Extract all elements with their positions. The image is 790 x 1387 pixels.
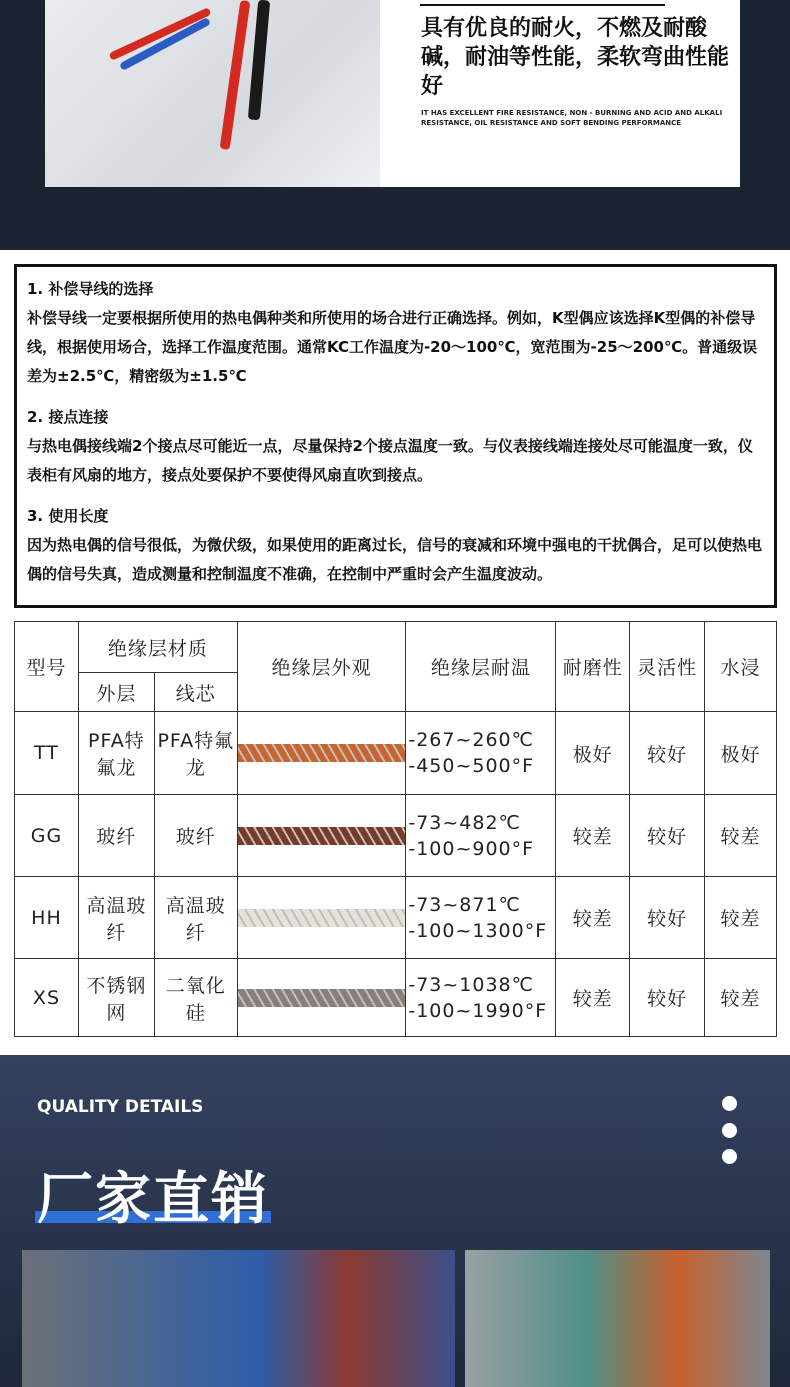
header-model: 型号 — [15, 622, 79, 712]
outer-cell: 玻纤 — [78, 795, 154, 877]
quality-section — [0, 1055, 790, 1387]
water-cell: 极好 — [705, 712, 777, 795]
table-row — [15, 795, 777, 877]
appearance-cell — [237, 712, 406, 795]
temp-fahrenheit: -100~900°F — [408, 837, 535, 860]
appearance-cell — [237, 877, 406, 959]
note-heading: 2. 接点连接 — [27, 408, 109, 426]
abrasion-cell: 较差 — [556, 959, 630, 1037]
quality-title: 厂家直销 — [37, 1167, 269, 1232]
header-core: 线芯 — [154, 673, 237, 712]
core-cell: 高温玻纤 — [154, 877, 237, 959]
header-flex: 灵活性 — [630, 622, 705, 712]
cable-sample — [238, 827, 406, 845]
core-cell: 二氧化硅 — [154, 959, 237, 1037]
abrasion-cell: 较差 — [556, 877, 630, 959]
model-cell: HH — [15, 877, 79, 959]
model-cell: XS — [15, 959, 79, 1037]
table-row — [15, 959, 777, 1037]
product-feature-section — [0, 0, 790, 250]
table-row — [15, 712, 777, 795]
temp-cell — [406, 877, 556, 959]
temp-fahrenheit: -100~1990°F — [408, 999, 548, 1022]
core-cell: PFA特氟龙 — [154, 712, 237, 795]
temp-celsius: -267~260℃ — [408, 729, 534, 751]
dot-icon — [722, 1096, 737, 1111]
core-cell: 玻纤 — [154, 795, 237, 877]
model-cell: TT — [15, 712, 79, 795]
outer-cell: 高温玻纤 — [78, 877, 154, 959]
temp-celsius: -73~871℃ — [408, 893, 521, 916]
header-temp: 绝缘层耐温 — [406, 622, 556, 712]
header-appearance: 绝缘层外观 — [237, 622, 406, 712]
temp-cell — [406, 959, 556, 1037]
model-cell: GG — [15, 795, 79, 877]
factory-photo — [22, 1250, 455, 1387]
abrasion-cell: 极好 — [556, 712, 630, 795]
flex-cell: 较好 — [630, 877, 705, 959]
note-body: 补偿导线一定要根据所使用的热电偶种类和所使用的场合进行正确选择。例如，K型偶应该选择K型偶的补偿导线，根据使用场合，选择工作温度范围。通常KC工作温度为-20～100℃，宽范围为-25～200℃。普通级误差为±2.5℃，精密级为±1.5℃ — [27, 309, 758, 385]
note-body: 因为热电偶的信号很低，为微伏级，如果使用的距离过长，信号的衰减和环境中强电的干扰偶合，足可以使热电偶的信号失真，造成测量和控制温度不准确，在控制中严重时会产生温度波动。 — [27, 536, 763, 583]
note-heading: 1. 补偿导线的选择 — [27, 280, 154, 298]
appearance-cell — [237, 795, 406, 877]
divider — [420, 4, 665, 6]
cable-sample — [238, 909, 406, 927]
temp-cell — [406, 795, 556, 877]
water-cell: 较差 — [705, 795, 777, 877]
factory-photo — [465, 1250, 770, 1387]
dot-icon — [722, 1149, 737, 1164]
temp-cell — [406, 712, 556, 795]
outer-cell: 不锈钢网 — [78, 959, 154, 1037]
cable-sample — [238, 744, 406, 762]
feature-subtitle: IT HAS EXCELLENT FIRE RESISTANCE, NON - BURNING AND ACID AND ALKALI RESISTANCE, OIL RESISTANCE AND SOFT BENDING PERFORMANCE — [421, 109, 723, 127]
water-cell: 较差 — [705, 959, 777, 1037]
abrasion-cell: 较差 — [556, 795, 630, 877]
note-body: 与热电偶接线端2个接点尽可能近一点，尽量保持2个接点温度一致。与仪表接线端连接处尽可能温度一致，仪表柜有风扇的地方，接点处要保护不要使得风扇直吹到接点。 — [27, 437, 753, 484]
temp-fahrenheit: -450~500°F — [408, 755, 535, 777]
note-heading: 3. 使用长度 — [27, 507, 109, 525]
table-row — [15, 877, 777, 959]
selection-notes — [14, 264, 777, 608]
feature-card — [45, 0, 740, 187]
flex-cell: 较好 — [630, 712, 705, 795]
quality-label: QUALITY DETAILS — [37, 1097, 204, 1117]
header-outer: 外层 — [78, 673, 154, 712]
feature-title: 具有优良的耐火，不燃及耐酸碱，耐油等性能，柔软弯曲性能好 — [421, 16, 730, 99]
temp-celsius: -73~1038℃ — [408, 973, 534, 996]
header-abrasion: 耐磨性 — [556, 622, 630, 712]
temp-celsius: -73~482℃ — [408, 811, 521, 834]
dot-icon — [722, 1123, 737, 1138]
outer-cell: PFA特氟龙 — [78, 712, 154, 795]
header-insulation: 绝缘层材质 — [78, 622, 237, 673]
appearance-cell — [237, 959, 406, 1037]
header-water: 水浸 — [705, 622, 777, 712]
cable-photo — [45, 0, 380, 187]
flex-cell: 较好 — [630, 959, 705, 1037]
temp-fahrenheit: -100~1300°F — [408, 919, 548, 942]
spec-table — [14, 621, 777, 1037]
water-cell: 较差 — [705, 877, 777, 959]
flex-cell: 较好 — [630, 795, 705, 877]
cable-sample — [238, 989, 406, 1007]
